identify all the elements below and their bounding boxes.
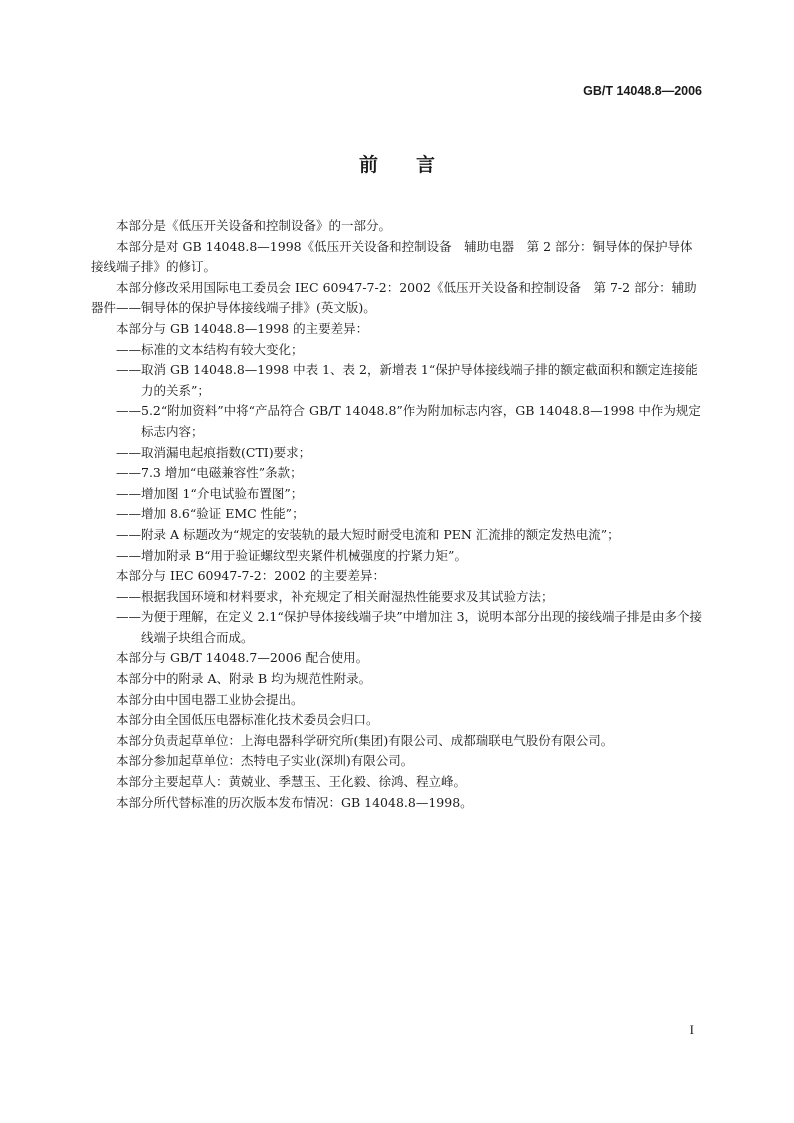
paragraph: 本部分中的附录 A、附录 B 均为规范性附录。: [116, 671, 372, 687]
paragraph: 本部分是《低压开关设备和控制设备》的一部分。: [116, 218, 392, 233]
title-char-1: 前: [358, 154, 378, 176]
difference-item: ——增加附录 B“用于验证螺纹型夹紧件机械强度的拧紧力矩”。: [116, 547, 467, 563]
difference-item: ——7.3 增加“电磁兼容性”条款；: [116, 465, 303, 481]
difference-item: ——为便于理解，在定义 2.1“保护导体接线端子块”中增加注 3，说明本部分出现的接线端子排是由多个接线端子块组合而成。: [116, 609, 703, 645]
difference-item: ——附录 A 标题改为“规定的安装轨的最大短时耐受电流和 PEN 汇流排的额定发热电流”；: [116, 526, 620, 542]
paragraph: 本部分是对 GB 14048.8—1998《低压开关设备和控制设备 辅助电器 第 2 部分：铜导体的保护导体接线端子排》的修订。: [91, 238, 693, 275]
difference-item: ——标准的文本结构有较大变化；: [116, 341, 304, 357]
paragraph: 本部分与 GB 14048.8—1998 的主要差异：: [116, 320, 369, 336]
foreword-body: [91, 216, 705, 813]
page-number: I: [689, 1022, 694, 1037]
paragraph: 本部分修改采用国际电工委员会 IEC 60947-7-2：2002《低压开关设备和控制设备 第 7-2 部分：辅助器件——铜导体的保护导体接线端子排》(英文版)。: [91, 279, 697, 316]
paragraph: 本部分由中国电器工业协会提出。: [116, 691, 304, 707]
page-title: [0, 150, 794, 177]
title-char-2: 言: [416, 154, 436, 176]
paragraph: 本部分与 GB/T 14048.7—2006 配合使用。: [116, 650, 369, 666]
difference-item: ——根据我国环境和材料要求，补充规定了相关耐湿热性能要求及其试验方法；: [116, 588, 554, 604]
paragraph: 本部分所代替标准的历次版本发布情况：GB 14048.8—1998。: [116, 794, 473, 810]
difference-item: ——取消漏电起痕指数(CTI)要求；: [116, 444, 312, 460]
standard-number: GB/T 14048.8—2006: [583, 84, 702, 98]
difference-item: ——增加图 1“介电试验布置图”；: [116, 485, 304, 501]
paragraph: 本部分参加起草单位：杰特电子实业(深圳)有限公司。: [116, 753, 414, 769]
difference-item: ——增加 8.6“验证 EMC 性能”；: [116, 506, 305, 522]
paragraph: 本部分与 IEC 60947-7-2：2002 的主要差异：: [116, 568, 385, 584]
difference-item: ——5.2“附加资料”中将“产品符合 GB/T 14048.8”作为附加标志内容，GB 14048.8—1998 中作为规定标志内容；: [116, 403, 701, 439]
paragraph: 本部分主要起草人：黄兢业、季慧玉、王化毅、徐鸿、程立峰。: [116, 774, 467, 790]
paragraph: 本部分负责起草单位：上海电器科学研究所(集团)有限公司、成都瑞联电气股份有限公司。: [116, 732, 614, 748]
difference-item: ——取消 GB 14048.8—1998 中表 1、表 2，新增表 1“保护导体接线端子排的额定截面积和额定连接能力的关系”；: [116, 362, 698, 398]
paragraph: 本部分由全国低压电器标准化技术委员会归口。: [116, 712, 379, 728]
